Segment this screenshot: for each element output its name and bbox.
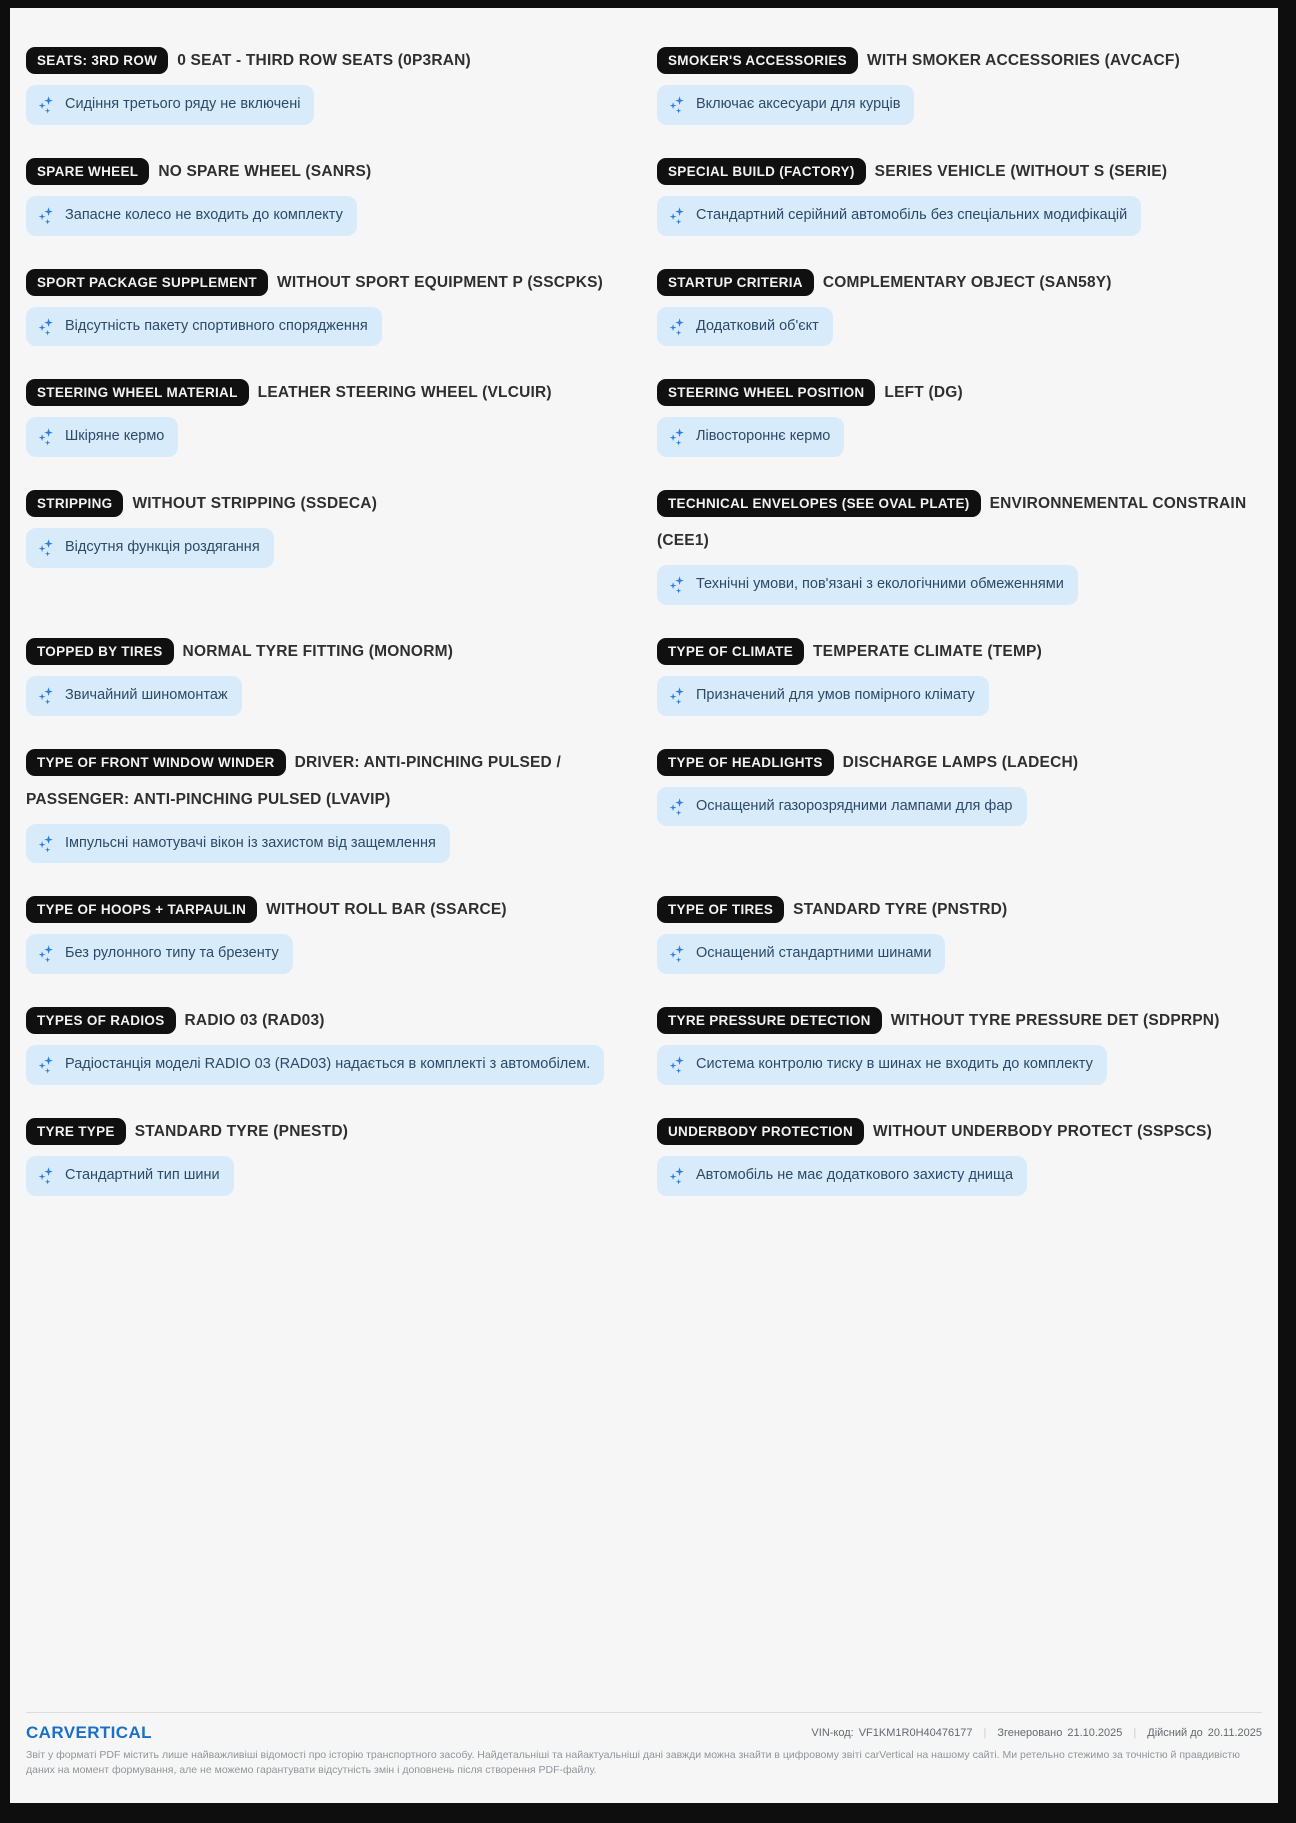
item-badge-label: TOPPED BY TIRES <box>26 638 174 665</box>
item-heading <box>26 42 631 79</box>
ai-translation-box <box>657 787 1027 827</box>
item-heading <box>657 485 1262 559</box>
item-badge-label: TYPE OF TIRES <box>657 896 784 923</box>
footer-divider <box>26 1712 1262 1713</box>
equipment-item <box>26 264 631 347</box>
item-value: WITH SMOKER ACCESSORIES (AVCACF) <box>867 52 1180 69</box>
ai-translation-text: Додатковий об'єкт <box>696 317 819 334</box>
ai-sparkle-icon <box>37 95 56 114</box>
item-value: WITHOUT TYRE PRESSURE DET (SDPRPN) <box>890 1012 1220 1029</box>
ai-translation-box <box>26 307 382 347</box>
item-badge-label: SEATS: 3RD ROW <box>26 47 168 74</box>
item-heading <box>26 744 631 818</box>
item-badge-label: TECHNICAL ENVELOPES (SEE OVAL PLATE) <box>657 490 981 517</box>
item-heading <box>26 1113 631 1150</box>
ai-translation-box <box>26 1156 234 1196</box>
ai-sparkle-icon <box>37 427 56 446</box>
ai-translation-box <box>26 528 274 568</box>
generated-date: 21.10.2025 <box>1067 1726 1123 1739</box>
item-badge-label: STRIPPING <box>26 490 123 517</box>
item-value: ENVIRONNEMENTAL CONSTRAIN (CEE1) <box>657 495 1247 549</box>
ai-translation-text: Лівостороннє кермо <box>696 428 831 445</box>
item-badge-label: TYRE TYPE <box>26 1118 126 1145</box>
equipment-item <box>26 891 631 974</box>
item-value: COMPLEMENTARY OBJECT (SAN58Y) <box>822 273 1112 291</box>
generated-label: Згенеровано <box>997 1726 1063 1739</box>
ai-translation-box <box>657 676 989 716</box>
ai-translation-box <box>657 1045 1107 1085</box>
equipment-item <box>657 633 1262 716</box>
item-heading <box>26 485 631 522</box>
ai-sparkle-icon <box>668 317 687 336</box>
ai-translation-box <box>657 1156 1027 1196</box>
ai-translation-box <box>657 565 1078 605</box>
meta-separator: | <box>983 1726 987 1739</box>
equipment-item <box>26 485 631 568</box>
ai-sparkle-icon <box>668 206 687 225</box>
ai-translation-text: Без рулонного типу та брезенту <box>65 945 279 962</box>
report-meta-row <box>811 1723 1262 1739</box>
item-badge-label: STARTUP CRITERIA <box>657 269 814 296</box>
equipment-item <box>657 42 1262 125</box>
item-badge-label: SPARE WHEEL <box>26 158 149 185</box>
equipment-item <box>657 744 1262 827</box>
vin-value: VF1KM1R0H40476177 <box>858 1726 973 1739</box>
footer-disclaimer: Звіт у форматі PDF містить лише найважливіші відомості про історію транспортного засобу. Найдетальніші та найактуальніші дані завжди можна знайти в цифровому звіті carVertical на нашому сайті. Ми ретельно стежимо за точністю й правдивістю даних на момент формування, але не можемо гарантувати відсутність змін і доповнень після створення PDF-файлу. <box>26 1748 1241 1777</box>
ai-translation-box <box>26 824 450 864</box>
item-value: STANDARD TYRE (PNSTRD) <box>793 901 1008 919</box>
equipment-item <box>657 485 1262 605</box>
ai-translation-text: Стандартний серійний автомобіль без спеціальних модифікацій <box>696 206 1128 223</box>
item-value: DISCHARGE LAMPS (LADECH) <box>842 753 1079 771</box>
ai-translation-box <box>657 85 914 125</box>
item-heading <box>26 633 631 670</box>
equipment-item <box>26 42 631 125</box>
item-badge-label: TYRE PRESSURE DETECTION <box>657 1007 882 1034</box>
item-value: STANDARD TYRE (PNESTD) <box>134 1122 349 1140</box>
ai-translation-text: Призначений для умов помірного клімату <box>696 686 975 703</box>
equipment-item <box>26 744 631 864</box>
ai-translation-text: Автомобіль не має додаткового захисту днища <box>696 1166 1014 1183</box>
ai-sparkle-icon <box>37 538 56 557</box>
item-value: LEATHER STEERING WHEEL (VLCUIR) <box>257 384 552 402</box>
equipment-item <box>657 264 1262 347</box>
item-badge-label: STEERING WHEEL MATERIAL <box>26 379 249 406</box>
ai-translation-box <box>657 417 844 457</box>
ai-sparkle-icon <box>37 834 56 853</box>
ai-translation-text: Включає аксесуари для курців <box>696 96 901 112</box>
item-value: NORMAL TYRE FITTING (MONORM) <box>182 642 454 660</box>
ai-sparkle-icon <box>37 1166 56 1185</box>
ai-translation-text: Шкіряне кермо <box>65 428 165 445</box>
item-heading <box>26 374 631 411</box>
ai-translation-box <box>657 307 833 347</box>
ai-sparkle-icon <box>37 317 56 336</box>
item-value: RADIO 03 (RAD03) <box>184 1012 325 1029</box>
item-badge-label: TYPE OF FRONT WINDOW WINDER <box>26 749 286 776</box>
item-heading <box>657 153 1262 190</box>
ai-sparkle-icon <box>37 686 56 705</box>
ai-translation-text: Відсутня функція роздягання <box>65 539 260 555</box>
ai-sparkle-icon <box>668 575 687 594</box>
ai-translation-text: Імпульсні намотувачі вікон із захистом від защемлення <box>65 834 436 851</box>
item-heading <box>26 153 631 190</box>
item-badge-label: TYPE OF CLIMATE <box>657 638 804 665</box>
ai-translation-text: Стандартний тип шини <box>65 1166 220 1183</box>
equipment-item <box>26 1113 631 1196</box>
valid-until-date: 20.11.2025 <box>1207 1726 1262 1739</box>
equipment-item <box>26 633 631 716</box>
ai-translation-text: Система контролю тиску в шинах не входить до комплекту <box>696 1056 1093 1072</box>
item-heading <box>657 891 1262 928</box>
equipment-item <box>657 1002 1262 1085</box>
item-badge-label: TYPE OF HOOPS + TARPAULIN <box>26 896 257 923</box>
item-badge-label: STEERING WHEEL POSITION <box>657 379 875 406</box>
item-heading <box>26 891 631 928</box>
footer-top-row <box>26 1723 1262 1743</box>
item-heading <box>657 744 1262 781</box>
item-badge-label: TYPE OF HEADLIGHTS <box>657 749 834 776</box>
ai-sparkle-icon <box>668 944 687 963</box>
ai-translation-box <box>26 1045 604 1085</box>
ai-sparkle-icon <box>668 686 687 705</box>
ai-translation-text: Радіостанція моделі RADIO 03 (RAD03) надається в комплекті з автомобілем. <box>65 1056 591 1072</box>
vin-label: VIN-код: <box>811 1726 854 1739</box>
item-value: LEFT (DG) <box>884 384 963 402</box>
item-heading <box>657 42 1262 79</box>
item-badge-label: SPORT PACKAGE SUPPLEMENT <box>26 269 268 296</box>
item-badge-label: SPECIAL BUILD (FACTORY) <box>657 158 866 185</box>
item-heading <box>657 374 1262 411</box>
ai-sparkle-icon <box>37 1055 56 1074</box>
ai-translation-box <box>26 196 357 236</box>
meta-separator: | <box>1133 1726 1137 1739</box>
ai-translation-box <box>26 85 314 125</box>
item-value: WITHOUT UNDERBODY PROTECT (SSPSCS) <box>873 1122 1212 1140</box>
ai-translation-box <box>657 934 945 974</box>
carvertical-logo: CARVERTICAL <box>26 1722 152 1742</box>
ai-sparkle-icon <box>668 95 687 114</box>
item-value: TEMPERATE CLIMATE (TEMP) <box>813 642 1042 660</box>
item-value: SERIES VEHICLE (WITHOUT S (SERIE) <box>874 162 1168 180</box>
equipment-item <box>657 891 1262 974</box>
ai-translation-text: Запасне колесо не входить до комплекту <box>65 206 343 223</box>
item-badge-label: SMOKER'S ACCESSORIES <box>657 47 858 74</box>
ai-translation-text: Відсутність пакету спортивного спорядження <box>65 317 368 334</box>
item-heading <box>657 264 1262 301</box>
item-heading <box>26 1002 631 1039</box>
ai-sparkle-icon <box>668 427 687 446</box>
ai-translation-box <box>26 934 293 974</box>
item-value: NO SPARE WHEEL (SANRS) <box>158 162 372 180</box>
ai-sparkle-icon <box>668 1166 687 1185</box>
ai-translation-text: Сидіння третього ряду не включені <box>65 96 301 112</box>
item-value: WITHOUT SPORT EQUIPMENT P (SSCPKS) <box>276 273 603 291</box>
page-footer <box>26 1712 1262 1780</box>
equipment-item <box>26 153 631 236</box>
ai-translation-text: Технічні умови, пов'язані з екологічними обмеженнями <box>696 576 1064 592</box>
valid-until-label: Дійсний до <box>1147 1726 1203 1739</box>
ai-sparkle-icon <box>668 797 687 816</box>
equipment-item <box>657 153 1262 236</box>
item-heading <box>26 264 631 301</box>
item-value: 0 SEAT - THIRD ROW SEATS (0P3RAN) <box>177 52 471 69</box>
item-value: WITHOUT ROLL BAR (SSARCE) <box>266 901 507 919</box>
item-heading <box>657 1002 1262 1039</box>
item-heading <box>657 633 1262 670</box>
ai-translation-text: Оснащений стандартними шинами <box>696 945 932 962</box>
ai-sparkle-icon <box>37 206 56 225</box>
ai-translation-box <box>26 676 242 716</box>
ai-sparkle-icon <box>668 1055 687 1074</box>
equipment-item <box>657 374 1262 457</box>
page-spacer <box>26 1196 1262 1712</box>
item-heading <box>657 1113 1262 1150</box>
ai-translation-text: Оснащений газорозрядними лампами для фар <box>696 797 1013 814</box>
equipment-item <box>657 1113 1262 1196</box>
equipment-item <box>26 374 631 457</box>
ai-translation-text: Звичайний шиномонтаж <box>65 686 228 703</box>
ai-translation-box <box>657 196 1141 236</box>
ai-sparkle-icon <box>37 944 56 963</box>
item-badge-label: UNDERBODY PROTECTION <box>657 1118 864 1145</box>
equipment-item <box>26 1002 631 1085</box>
item-badge-label: TYPES OF RADIOS <box>26 1007 176 1034</box>
item-value: DRIVER: ANTI-PINCHING PULSED / PASSENGER: ANTI-PINCHING PULSED (LVAVIP) <box>26 753 561 808</box>
equipment-items-grid <box>26 42 1262 1196</box>
report-page <box>10 8 1278 1803</box>
ai-translation-box <box>26 417 178 457</box>
item-value: WITHOUT STRIPPING (SSDECA) <box>132 495 378 512</box>
